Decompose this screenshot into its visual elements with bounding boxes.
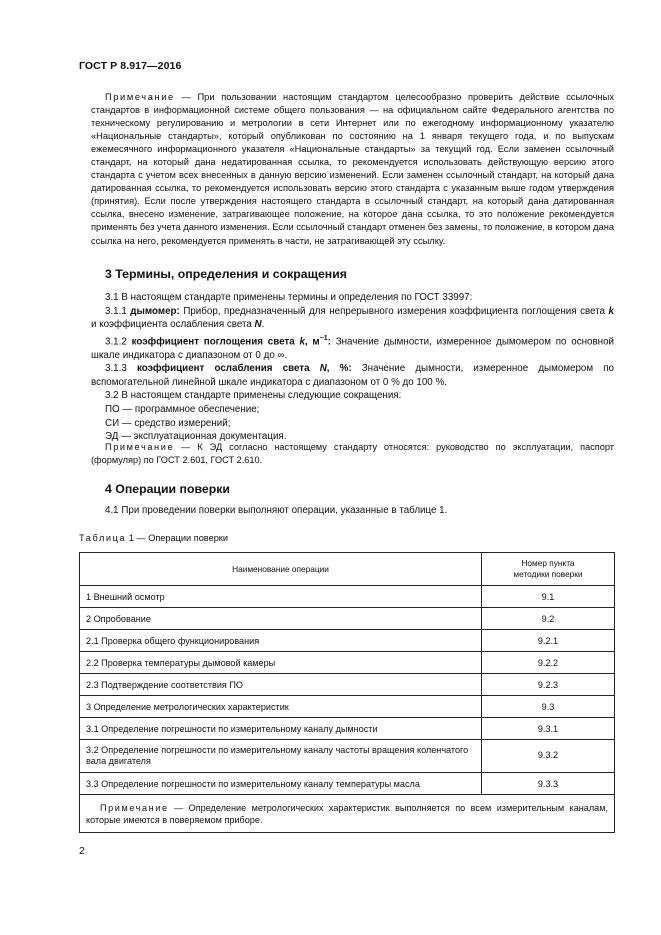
paragraph-3-1-2: 3.1.2 коэффициент поглощения света k, $м^{-1}$: Значение дымности, измеренное дымомером по основной шкале индикатора с диапазоном от 0 до ∞. [91, 334, 614, 361]
paragraph-3-1-3: 3.1.3 коэффициент ослабления света N, %: Значение дымности, измеренное дымомером по вспомогательной линейной шкале индикатора с диапазоном от 0 % до 100 %. [91, 363, 614, 388]
note-text: — При пользовании настоящим стандартом целесообразно проверить действие ссылочных стандартов в информационной системе общего пользования — на официальном сайте Федерального агентства по техническому регулированию и метрологии в сети Интернет или по ежегодному информационному указателю «Национальные стандарты», который опубликован по состоянию на 1 января текущего года, и по выпускам ежемесячного информационного указателя «Национальные стандарты» за текущий год. Если заменен ссылочный стандарт, на который дана недатированная ссылка, то рекомендуется использовать действующую версию этого стандарта с учетом всех внесенных в данную версию изменений. Если заменен ссылочный стандарт, на который дана датированная ссылка, то рекомендуется использовать версию этого стандарта с указанным выше годом утверждения (принятия). Если после утверждения настоящего стандарта в ссылочный стандарт, на который дана датированная ссылка, внесено изменение, затрагивающее положение, на которое дана ссылка, то это положение рекомендуется применять без учета данного изменения. Если ссылочный стандарт отменен без замены, то положение, в котором дана ссылка на него, рекомендуется применять в части, не затрагивающей эту ссылку. [91, 92, 614, 246]
abbreviation-po: ПО — программное обеспечение; [105, 404, 260, 416]
section-3-body [91, 291, 614, 444]
operations-table [79, 552, 615, 833]
paragraph-3-1-1: 3.1.1 дымомер: Прибор, предназначенный для непрерывного измерения коэффициента поглощения света k и коэффициента ослабления света N. [91, 305, 614, 331]
table-row: 2.1 Проверка общего функционирования 9.2.1 [80, 630, 615, 652]
table-note-row: Примечание — Определение метрологических характеристик выполняется по всем измерительным каналам, которые имеются в поверяемом приборе. [80, 795, 615, 833]
table-row: 1 Внешний осмотр 9.1 [80, 586, 615, 608]
document-header: ГОСТ Р 8.917—2016 [79, 60, 182, 72]
table-row: 2.3 Подтверждение соответствия ПО 9.2.3 [80, 674, 615, 696]
abbreviation-ed: ЭД — эксплуатационная документация. [105, 431, 287, 443]
table-row: 2 Опробование 9.2 [80, 608, 615, 630]
section-3-title: 3 Термины, определения и сокращения [105, 267, 347, 281]
term-attenuation: коэффициент ослабления света [136, 363, 320, 375]
paragraph-3-2: 3.2 В настоящем стандарте применены следующие сокращения: [105, 390, 402, 402]
term-absorption: коэффициент поглощения света [131, 336, 300, 348]
column-header-clause: Номер пункта методики поверки [482, 553, 615, 586]
table-row: 3.2 Определение погрешности по измерительному каналу частоты вращения коленчатого вала двигателя 9.3.2 [80, 740, 615, 773]
table-row: 3 Определение метрологических характеристик 9.3 [80, 696, 615, 718]
paragraph-4-1: 4.1 При проведении поверки выполняют операции, указанные в таблице 1. [105, 505, 448, 516]
table-row: 3.3 Определение погрешности по измерительному каналу температуры масла 9.3.3 [80, 773, 615, 795]
reference-note [91, 91, 614, 248]
table-row: 3.1 Определение погрешности по измерительному каналу дымности 9.3.1 [80, 718, 615, 740]
note-label: Примечание [105, 92, 175, 102]
section-4-title: 4 Операции поверки [105, 482, 230, 496]
abbreviation-si: СИ — средство измерений; [105, 417, 231, 429]
column-header-operation: Наименование операции [80, 553, 482, 586]
section-3-note: Примечание — К ЭД согласно настоящему стандарту относятся: руководство по эксплуатации, паспорт (формуляр) по ГОСТ 2.601, ГОСТ 2.610. [91, 442, 614, 465]
page-number: 2 [79, 845, 85, 857]
table-row: 2.2 Проверка температуры дымовой камеры 9.2.2 [80, 652, 615, 674]
term-smoke-meter: дымомер: [130, 305, 180, 317]
table-caption: Таблица 1 — Операции поверки [79, 533, 228, 543]
paragraph-3-1: 3.1 В настоящем стандарте применены термины и определения по ГОСТ 33997: [105, 292, 473, 303]
